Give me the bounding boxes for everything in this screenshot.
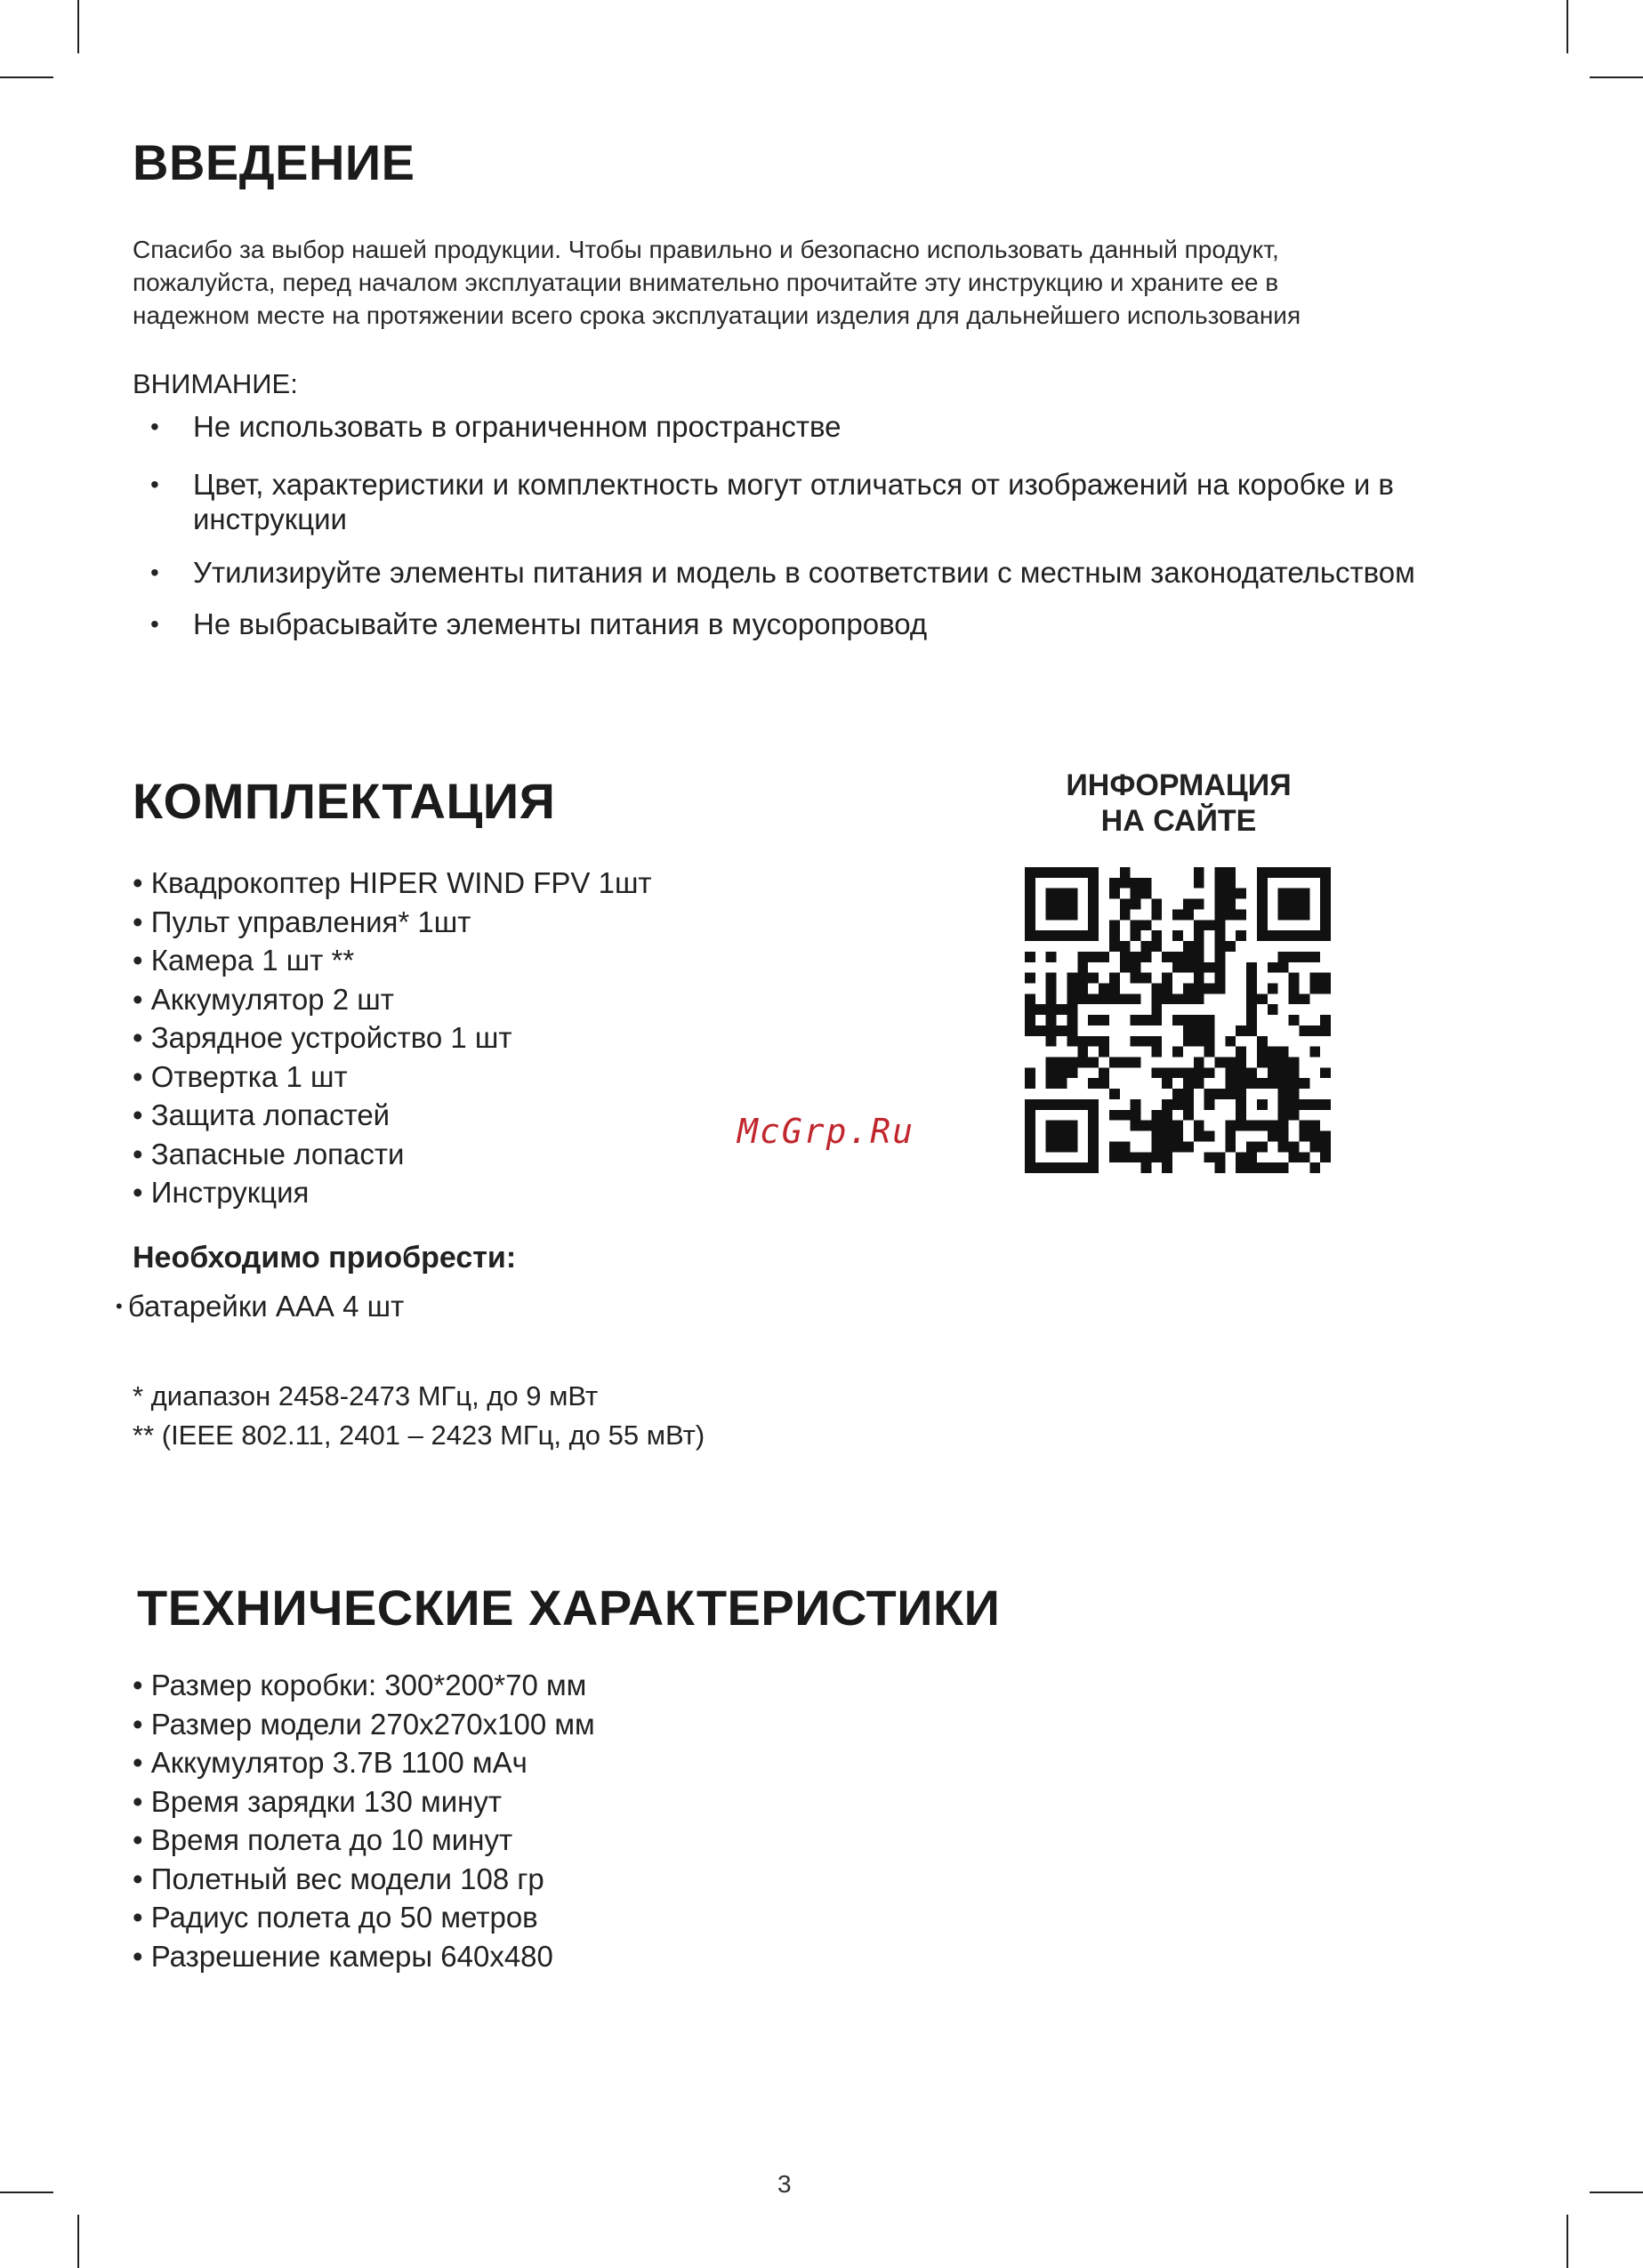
crop-mark <box>1590 76 1643 78</box>
warning-item: • Не выбрасывайте элементы питания в мусоропровод <box>133 607 1467 641</box>
specs-list <box>133 1666 595 1975</box>
crop-mark <box>0 76 53 78</box>
package-item: • Квадрокоптер HIPER WIND FPV 1шт <box>133 864 652 903</box>
spec-item: • Размер коробки: 300*200*70 мм <box>133 1666 595 1705</box>
crop-mark <box>77 0 79 53</box>
intro-text: Спасибо за выбор нашей продукции. Чтобы правильно и безопасно использовать данный продукт, пожалуйста, перед началом эксплуатации внимательно прочитайте эту инструкцию и храните ее в надежном месте на протяжении всего срока эксплуатации изделия для дальнейшего использования <box>133 236 1301 329</box>
qr-code[interactable] <box>1025 867 1331 1173</box>
crop-mark <box>1566 2215 1568 2268</box>
crop-mark <box>77 2215 79 2268</box>
package-item: • Защита лопастей <box>133 1096 652 1135</box>
crop-mark <box>0 2192 53 2193</box>
package-item: • Пульт управления* 1шт <box>133 903 652 942</box>
package-item: • Запасные лопасти <box>133 1135 652 1174</box>
qr-title <box>1014 768 1343 839</box>
spec-item: • Радиус полета до 50 метров <box>133 1898 595 1937</box>
need-item: • батарейки ААА 4 шт <box>116 1290 404 1323</box>
warning-item: • Не использовать в ограниченном пространстве <box>133 409 1467 444</box>
specs-title: ТЕХНИЧЕСКИЕ ХАРАКТЕРИСТИКИ <box>137 1580 1001 1636</box>
spec-item: • Время полета до 10 минут <box>133 1821 595 1860</box>
package-item: • Инструкция <box>133 1173 652 1212</box>
footnote: * диапазон 2458-2473 МГц, до 9 мВт <box>133 1380 599 1411</box>
crop-mark <box>1566 0 1568 53</box>
spec-item: • Аккумулятор 3.7В 1100 мАч <box>133 1743 595 1782</box>
qr-title-line: НА САЙТЕ <box>1100 804 1257 838</box>
footnote: ** (IEEE 802.11, 2401 – 2423 МГц, до 55 мВт) <box>133 1420 705 1451</box>
warning-item: • Цвет, характеристики и комплектность могут отличаться от изображений на коробке и в инструкции <box>133 467 1467 536</box>
spec-item: • Разрешение камеры 640x480 <box>133 1937 595 1976</box>
page-number: 3 <box>777 2170 792 2198</box>
warning-list <box>133 409 1467 641</box>
package-item: • Аккумулятор 2 шт <box>133 980 652 1019</box>
watermark: McGrp.Ru <box>737 1112 915 1151</box>
package-item: • Зарядное устройство 1 шт <box>133 1018 652 1058</box>
package-item: • Отвертка 1 шт <box>133 1058 652 1097</box>
spec-item: • Размер модели 270x270x100 мм <box>133 1705 595 1744</box>
spec-item: • Время зарядки 130 минут <box>133 1782 595 1822</box>
crop-mark <box>1590 2192 1643 2193</box>
intro-title: ВВЕДЕНИЕ <box>133 134 415 190</box>
warning-item: • Утилизируйте элементы питания и модель в соответствии с местным законодательством <box>133 555 1467 590</box>
package-item: • Камера 1 шт ** <box>133 941 652 980</box>
attention-label: ВНИМАНИЕ: <box>133 368 298 399</box>
qr-title-line: ИНФОРМАЦИЯ <box>1066 768 1292 802</box>
package-list <box>133 864 652 1212</box>
spec-item: • Полетный вес модели 108 гр <box>133 1860 595 1899</box>
need-title: Необходимо приобрести: <box>133 1241 517 1275</box>
package-title: КОМПЛЕКТАЦИЯ <box>133 773 556 829</box>
